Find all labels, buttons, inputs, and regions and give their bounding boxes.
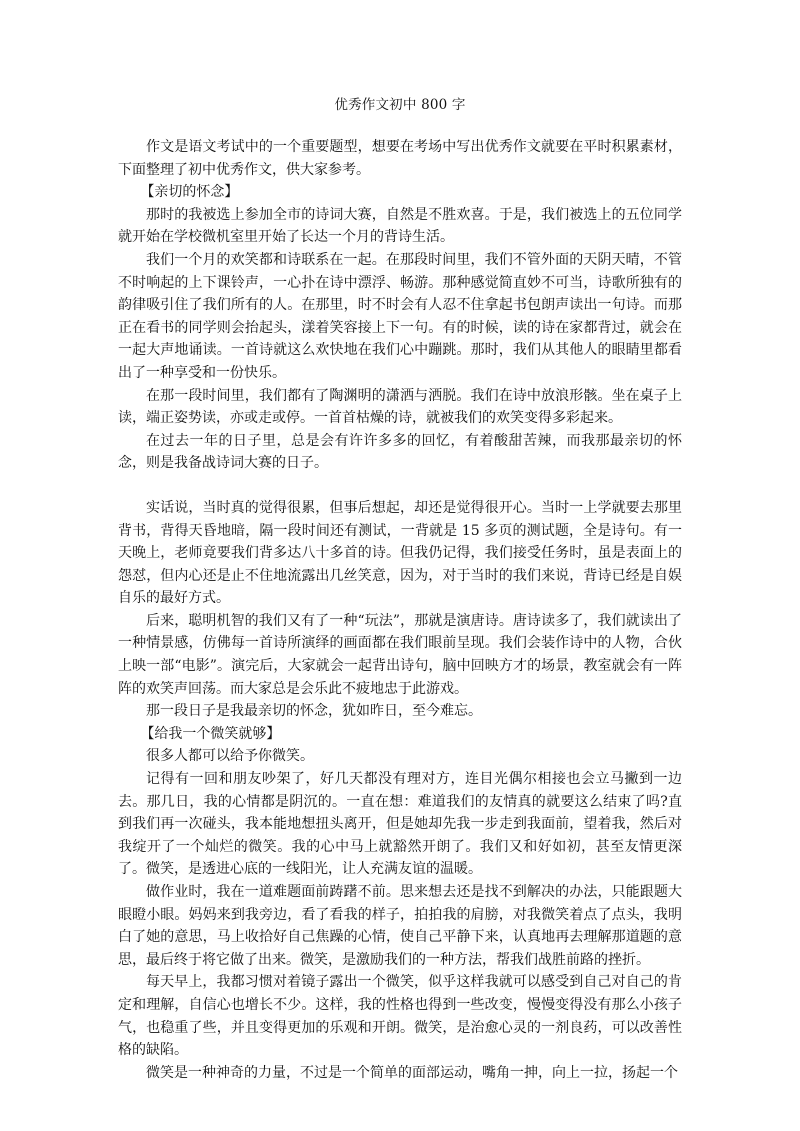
document-title: 优秀作文初中 800 字 <box>334 97 466 113</box>
paragraph: 那时的我被选上参加全市的诗词大赛，自然是不胜欢喜。于是，我们被选上的五位同学就开始在学校微机室里开始了长达一个月的背诗生活。 <box>118 206 682 246</box>
paragraph: 做作业时，我在一道难题面前踌躇不前。思来想去还是找不到解决的办法，只能跟题大眼瞪小眼。妈妈来到我旁边，看了看我的样子，拍拍我的肩膀，对我微笑着点了点头，我明白了她的意思，马上收拾好自己焦躁的心情，使自己平静下来，认真地再去理解那道题的意思，最后终于将它做了出来。微笑，是激励我们的一种方法，帮我们战胜前路的挫折。 <box>118 884 682 968</box>
section-heading-1: 【亲切的怀念】 <box>140 184 239 201</box>
paragraph: 记得有一回和朋友吵架了，好几天都没有理对方，连目光偶尔相接也会立马撇到一边去。那几日，我的心情都是阴沉的。一直在想：难道我们的友情真的就要这么结束了吗?直到我们再一次碰头，我本能地想扭头离开，但是她却先我一步走到我面前，望着我，然后对我绽开了一个灿烂的微笑。我的心中马上就豁然开朗了。我们又和好如初，甚至友情更深了。微笑，是透进心底的一线阳光，让人充满友谊的温暖。 <box>118 771 682 878</box>
paragraph-gap <box>118 475 682 497</box>
paragraph: 在过去一年的日子里，总是会有许许多多的回忆，有着酸甜苦辣，而我那最亲切的怀念，则是我备战诗词大赛的日子。 <box>118 432 682 472</box>
paragraph: 很多人都可以给予你微笑。 <box>146 748 314 765</box>
paragraph: 每天早上，我都习惯对着镜子露出一个微笑，似乎这样我就可以感受到自己对自己的肯定和理解，自信心也增长不少。这样，我的性格也得到一些改变，慢慢变得没有那么小孩子气，也稳重了些，并且变得更加的乐观和开朗。微笑，是治愈心灵的一剂良药，可以改善性格的缺陷。 <box>118 974 682 1059</box>
document-body <box>118 136 682 1084</box>
section-heading-2: 【给我一个微笑就够】 <box>140 725 281 742</box>
paragraph: 实话说，当时真的觉得很累，但事后想起，却还是觉得很开心。当时一上学就要去那里背书，背得天昏地暗，隔一段时间还有测试，一背就是 15 多页的测试题，全是诗句。有一天晚上，老师竟要我们背多达八十多首的诗。但我仍记得，我们接受任务时，虽是表面上的怨怼，但内心还是止不住地流露出几丝笑意，因为，对于当时的我们来说，背诗已经是自娱自乐的最好方式。 <box>118 499 682 607</box>
paragraph: 我们一个月的欢笑都和诗联系在一起。在那段时间里，我们不管外面的天阴天晴，不管不时响起的上下课铃声，一心扑在诗中漂浮、畅游。那种感觉简直妙不可当，诗歌所独有的韵律吸引住了我们所有的人。在那里，时不时会有人忍不住拿起书包朗声读出一句诗。而那正在看书的同学则会抬起头，漾着笑容接上下一句。有的时候，读的诗在家都背过，就会在一起大声地诵读。一首诗就这么欢快地在我们心中蹦跳。那时，我们从其他人的眼睛里都看出了一种享受和一份快乐。 <box>118 251 682 381</box>
paragraph: 那一段日子是我最亲切的怀念，犹如昨日，至今难忘。 <box>146 703 482 720</box>
paragraph: 微笑是一种神奇的力量，不过是一个简单的面部运动，嘴角一抻，向上一拉，扬起一个 <box>146 1064 678 1081</box>
intro-paragraph: 作文是语文考试中的一个重要题型，想要在考场中写出优秀作文就要在平时积累素材，下面整理了初中优秀作文，供大家参考。 <box>118 139 682 178</box>
paragraph: 在那一段时间里，我们都有了陶渊明的潇洒与洒脱。我们在诗中放浪形骸。坐在桌子上读，端正姿势读，亦或走或停。一首首枯燥的诗，就被我们的欢笑变得多彩起来。 <box>118 387 682 427</box>
paragraph: 后来，聪明机智的我们又有了一种“玩法”，那就是演唐诗。唐诗读多了，我们就读出了一种情景感，仿佛每一首诗所演绎的画面都在我们眼前呈现。我们会装作诗中的人物，合伙上映一部“电影”。演完后，大家就会一起背出诗句，脑中回映方才的场景，教室就会有一阵阵的欢笑声回荡。而大家总是会乐此不疲地忠于此游戏。 <box>118 612 682 697</box>
